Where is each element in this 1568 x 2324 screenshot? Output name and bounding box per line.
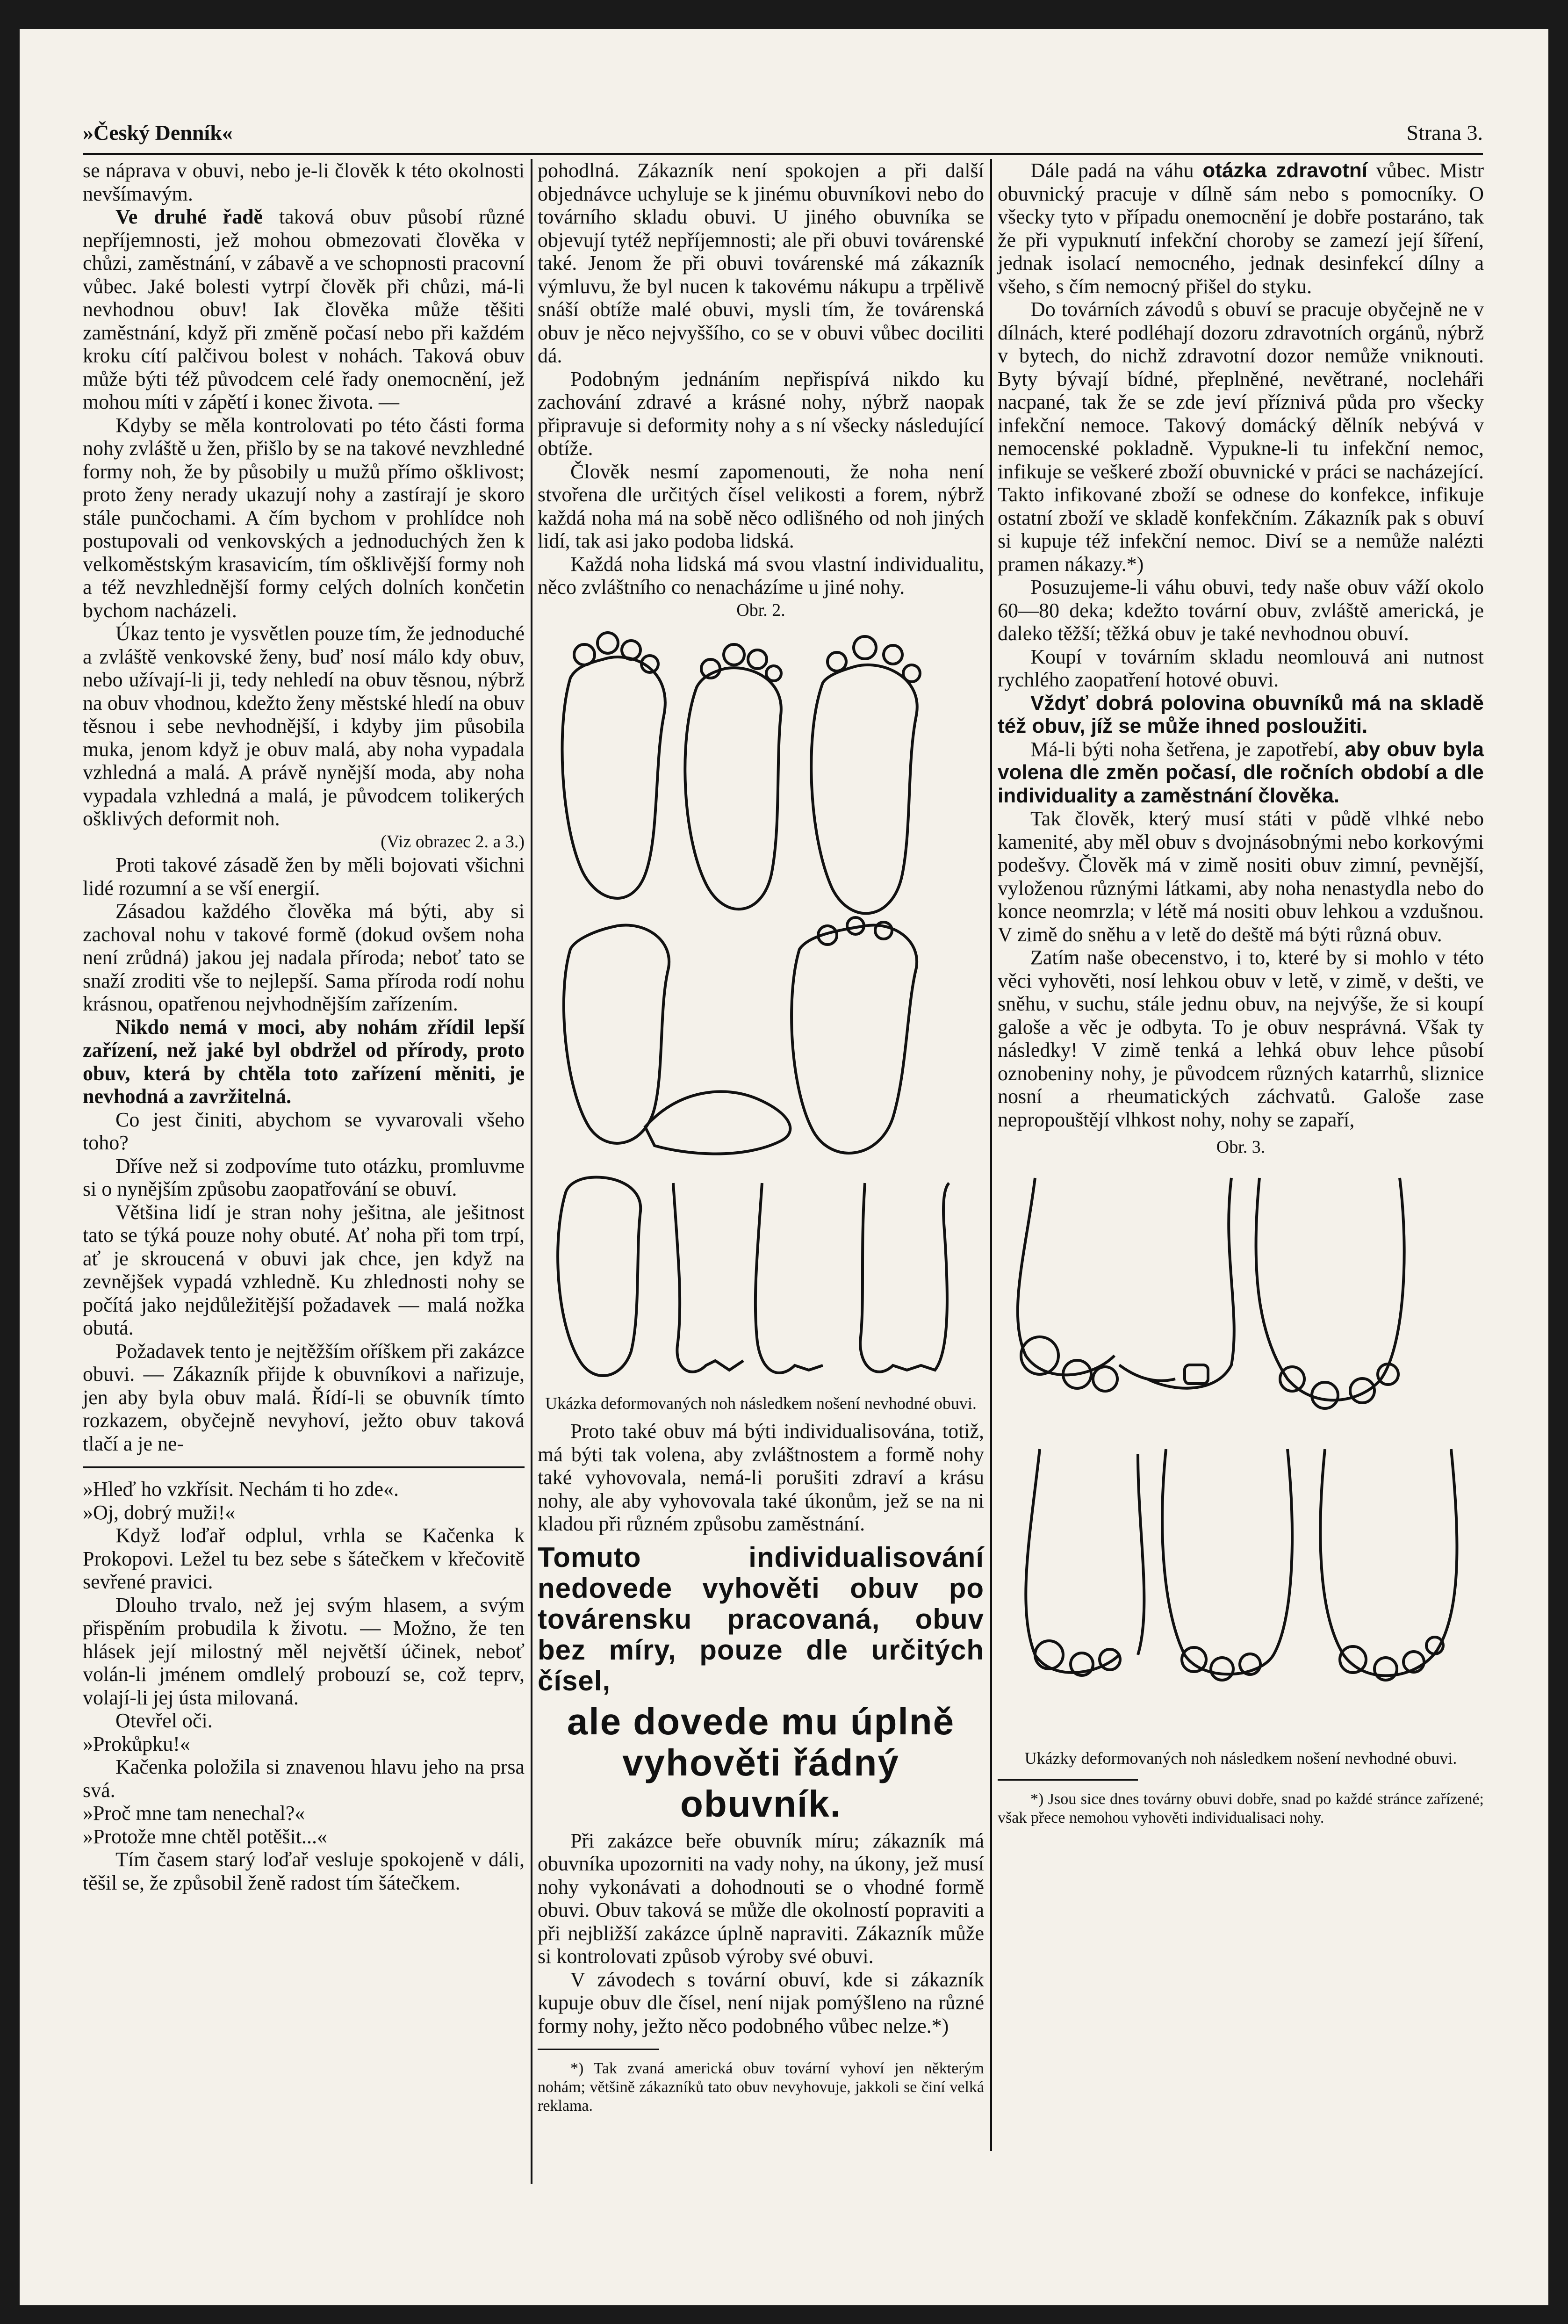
paragraph: Požadavek tento je nejtěžším oříškem při zakázce obuvi. — Zákazník přijde k obuvníkovi a nařizuje, jen aby byla obuv malá. Řídí-li se obuvník tímto rozkazem, obyčejně nevyhoví, ježto obuv taková tlačí a je ne-	[83, 1339, 525, 1455]
column-1	[83, 159, 525, 1894]
footnote-separator	[998, 1779, 1138, 1781]
paragraph: Dále padá na váhu otázka zdravotní vůbec. Mistr obuvnický pracuje v dílně sám nebo s pomocníky. O všecky tyto v případu onemocnění je dobře postaráno, tak že při vypuknutí infekční choroby se zamezí její šíření, jednak isolací nemocného, jednak desinfekcí dílny a všeho, s čím nemocný přišel do styku.	[998, 159, 1484, 298]
story-line: »Hleď ho vzkřísit. Nechám ti ho zde«.	[83, 1478, 399, 1501]
paragraph: Většina lidí je stran nohy ješitna, ale ješitnost tato se týká pouze nohy obuté. Ať noha při tom trpí, ať je skroucená v obuvi jak chce, jen když na zevnějšek vypadá vzhledně. Ku zhlednosti nohy se počítá jako nejdůležitější požadavek — malá nožka obutá.	[83, 1200, 525, 1339]
footnote-separator	[538, 2049, 659, 2050]
page-header	[83, 120, 1483, 158]
story-line: Tím časem starý loďař vesluje spokojeně v dáli, těšil se, že způsobil ženě radost tím šátečkem.	[83, 1848, 525, 1894]
footnote: *) Jsou sice dnes továrny obuvi dobře, snad po každé stránce zařízené; však přece nemohou vyhověti individualisaci nohy.	[998, 1790, 1484, 1826]
paragraph-bold: Vždyť dobrá polovina obuvníků má na skladě též obuv, jíž se může ihned posloužiti.	[998, 691, 1484, 737]
newspaper-page	[20, 29, 1548, 2305]
column-2	[538, 159, 984, 2115]
footnote: *) Tak zvaná americká obuv tovární vyhoví jen některým nohám; většině zákazníků tato obuv nevyhovuje, jakkoli se činí velká reklama.	[538, 2060, 984, 2115]
column-divider-1	[531, 159, 532, 2184]
feuilleton-separator	[83, 1466, 525, 1468]
paragraph: Podobným jednáním nepřispívá nikdo ku zachování zdravé a krásné nohy, nýbrž naopak připravuje si deformity nohy a s ní všecky následující obtíže.	[538, 367, 984, 460]
paragraph: Proti takové zásadě žen by měli bojovati všichni lidé rozumní a se vší energií.	[83, 853, 525, 900]
paragraph: Kdyby se měla kontrolovati po této části forma nohy zvláště u žen, přišlo by se na takové nevzhledné formy noh, že by působily u mužů přímo ošklivost; proto ženy nerady ukazují nohy a zastírají je skoro stále punčochami. A čím bychom v prohlídce noh postupovali od venkovských a jednoduchých žen k velkoměstským krasavicím, tím ošklivější formy noh a též nevzhlednější formy celých dolních končetin bychom nacházeli.	[83, 413, 525, 622]
figure-reference: (Viz obrazec 2. a 3.)	[381, 831, 525, 852]
column-divider-2	[990, 159, 992, 2151]
paragraph: Každá noha lidská má svou vlastní individualitu, něco zvláštního co nenacházíme u jiné nohy.	[538, 552, 984, 599]
story-line: Dlouho trvalo, než jej svým hlasem, a svým přispěním probudila k životu. — Možno, že ten hlásek její milostný měl největší účinek, neboť volán-li jménem omdlelý probouzí se, což teprv, volají-li jej ústa milovaná.	[83, 1593, 525, 1709]
headline-bold: Tomuto individualisování nedovede vyhověti obuv po továrensku pracovaná, obuv bez míry, pouze dle určitých čísel,	[538, 1541, 984, 1696]
story-line: Kačenka položila si znavenou hlavu jeho na prsa svá.	[83, 1755, 525, 1802]
story-line: Když loďař odplul, vrhla se Kačenka k Prokopovi. Ležel tu bez sebe s šátečkem v křečovitě sevřené pravici.	[83, 1524, 525, 1593]
story-line: Otevřel oči.	[115, 1709, 213, 1732]
figure-3-deformed-toes-illustration	[998, 1159, 1484, 1748]
paragraph: Co jest činiti, abychom se vyvarovali všeho toho?	[83, 1108, 525, 1154]
story-line: »Oj, dobrý muži!«	[83, 1501, 236, 1524]
paragraph: Zatím naše obecenstvo, i to, které by si mohlo v této věci vyhověti, nosí lehkou obuv v letě, v zimě, v dešti, ve sněhu, v suchu, stále jednu obuv, na nejvýše, že si koupí galoše a věc je odbyta. To je obuv nesprávná. Však ty následky! V zimě tenká a lehká obuv lehce působí oznobeniny nohy, je původcem různých katarrhů, sliznice nosní a rheumatických záchvatů. Galoše zase nepropouštějí vlhkost nohy, nohy se zapaří,	[998, 946, 1484, 1131]
paragraph: V závodech s tovární obuví, kde si zákazník kupuje obuv dle čísel, není nijak pomýšleno na různé formy nohy, ježto něco podobného vůbec nelze.*)	[538, 1968, 984, 2037]
header-rule	[83, 153, 1483, 155]
figure-3-label: Obr. 3.	[1216, 1137, 1266, 1157]
paragraph: Zásadou každého člověka má býti, aby si zachoval nohu v takové formě (dokud ovšem noha není zrůdná) jakou jej nadala příroda; neboť tato se snaží zroditi vše to nejlepší. Sama příroda rodí nohu krásnou, opatřenou nejvhodnějším zařízením.	[83, 900, 525, 1015]
paragraph: se náprava v obuvi, nebo je-li člověk k této okolnosti nevšímavým.	[83, 159, 525, 205]
figure-2-caption: Ukázka deformovaných noh následkem nošení nevhodné obuvi.	[545, 1394, 977, 1413]
paragraph: Tak člověk, který musí státi v půdě vlhké nebo kamenité, aby měl obuv s dvojnásobnými nebo korkovými podešvy. Člověk má v zimě nositi obuv zimní, pevnější, vyloženou různými látkami, aby noha nenastydla nebo do konce neomrzla; v létě má nositi obuv lehkou a vzdušnou. V zimě do sněhu a v letě do deště má býti různá obuv.	[998, 807, 1484, 946]
headline-large: ale dovede mu úplně vyhověti řádný obuvník.	[567, 1700, 955, 1825]
feuilleton-story	[83, 1478, 525, 1894]
paragraph-bold: Nikdo nemá v moci, aby nohám zřídil lepší zařízení, než jaké byl obdržel od přírody, proto obuv, která by chtěla toto zařízení měniti, je nevhodná a zavržitelná.	[83, 1015, 525, 1108]
figure-2-label: Obr. 2.	[736, 600, 785, 620]
story-line: »Proč mne tam nenechal?«	[83, 1802, 305, 1825]
paragraph: Úkaz tento je vysvětlen pouze tím, že jednoduché a zvláště venkovské ženy, buď nosí málo kdy obuv, nebo užívají-li ji, tedy nehledí na obuv těsnou, nýbrž na obuv vhodnou, kdežto ženy městské hledí na obuv těsnou i sebe nevhodnější, i kdyby jim působila muka, jenom když je obuv malá, aby noha vypadala vzhledná a malá. A právě nynější moda, aby noha vypadala vzhledná a malá, je původcem tolikerých ošklivých deformit noh.	[83, 622, 525, 830]
paragraph: Posuzujeme-li váhu obuvi, tedy naše obuv váží okolo 60—80 deka; kdežto tovární obuv, zvláště americká, je daleko těžší; těžká obuv je také nevhodnou obuví.	[998, 576, 1484, 645]
story-line: »Protože mne chtěl potěšit...«	[83, 1825, 327, 1848]
paragraph: Dříve než si zodpovíme tuto otázku, promluvme si o nynějším způsobu zaopatřování se obuví.	[83, 1154, 525, 1200]
paragraph: Má-li býti noha šetřena, je zapotřebí, aby obuv byla volena dle změn počasí, dle ročních období a dle individuality a zaměstnání člověka.	[998, 737, 1484, 807]
paragraph: Člověk nesmí zapomenouti, že noha není stvořena dle určitých čísel velikosti a forem, nýbrž každá noha má na sobě něco odlišného od noh jiných lidí, tak asi jako podoba lidská.	[538, 460, 984, 552]
paragraph: Koupí v továrním skladu neomlouvá ani nutnost rychlého zaopatření hotové obuvi.	[998, 645, 1484, 691]
paragraph: Při zakázce beře obuvník míru; zákazník má obuvníka upozorniti na vady nohy, na úkony, jež musí nohy vykonávati a dohodnouti se o vhodné formě obuvi. Obuv taková se může dle okolností popraviti a při nejbližší zakázce úplně napraviti. Zákazník může si kontrolovati způsob výroby své obuvi.	[538, 1829, 984, 1968]
page-number: Strana 3.	[1406, 121, 1483, 144]
figure-2-deformed-feet-illustration	[538, 622, 984, 1393]
paragraph: Proto také obuv má býti individualisována, totiž, má býti tak volena, aby zvláštnostem a formě nohy také vyhovovala, nemá-li porušiti zdraví a krásu nohy, ale aby vyhovovala také úkonům, jež se na ni kladou při různém způsobu zaměstnání.	[538, 1420, 984, 1535]
paragraph: Do továrních závodů s obuví se pracuje obyčejně ne v dílnách, které podléhají dozoru zdravotních orgánů, nýbrž v bytech, do nichž zdravotní dozor nemůže vniknouti. Byty bývají bídné, přeplněné, nevětrané, nocleháři nacpané, tak že se zde jeví příznivá půda pro všecky infekční nemoce. Takový domácký dělník nebývá v nemocenské pokladně. Vypukne-li tu infekční nemoc, infikuje se veškeré zboží obuvnické v práci se nacházející. Takto infikované zboží se odnese do konfekce, infikuje ostatní zboží ve skladě konfekčním. Zákazník pak s obuví si kupuje též infekční nemoc. Diví se a nemůže nalézti pramen nákazy.*)	[998, 298, 1484, 576]
story-line: »Prokůpku!«	[83, 1732, 190, 1755]
paragraph: pohodlná. Zákazník není spokojen a při další objednávce uchyluje se k jinému obuvníkovi nebo do továrního skladu obuvi. U jiného obuvníka se objevují tytéž nepříjemnosti; ale při obuvi továrenské také. Jenom že při obuvi továrenské má zákazník výmluvu, že byl nucen k takovému nákupu a trpělivě snáší obtíže malé obuvi, mysli tím, že továrenská obuv je něco nejvyššího, co se v obuvi vůbec dociliti dá.	[538, 159, 984, 367]
paragraph: Ve druhé řadě taková obuv působí různé nepříjemnosti, jež mohou obmezovati člověka v chůzi, zaměstnání, v zábavě a ve schopnosti pracovní vůbec. Jaké bolesti vytrpí člověk při chůzi, má-li nevhodnou obuv! Iak člověka může těšiti zaměstnání, když při změně počasí nebo při každém kroku cítí palčivou bolest v nohách. Taková obuv může býti též původcem celé řady onemocnění, jež mohou míti v zápětí i konec života. —	[83, 205, 525, 413]
column-3	[998, 159, 1484, 1827]
figure-3-caption: Ukázky deformovaných noh následkem nošení nevhodné obuvi.	[1024, 1748, 1457, 1768]
newspaper-title: »Český Denník«	[83, 121, 233, 144]
